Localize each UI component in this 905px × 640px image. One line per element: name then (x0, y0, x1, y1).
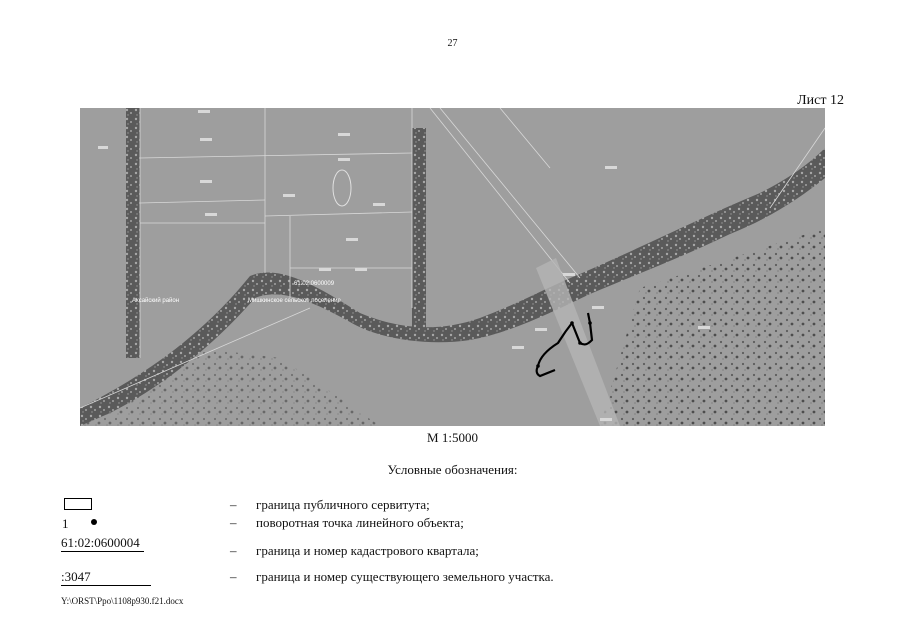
page-number: 27 (447, 38, 458, 49)
legend-separator: – (230, 569, 237, 584)
map-scale: М 1:5000 (427, 430, 478, 445)
legend-text-turning-point: поворотная точка линейного объекта; (256, 515, 464, 530)
legend-separator: – (230, 515, 237, 530)
legend-title: Условные обозначения: (387, 462, 518, 477)
cadastral-map (80, 108, 825, 426)
tree-belt-2 (412, 128, 426, 338)
land-parcel-symbol: :3047 (61, 569, 151, 586)
map-label-settlement: Мишкинское сельское поселение (248, 298, 341, 304)
servitude-boundary-symbol (64, 498, 92, 510)
tree-belt-1 (126, 108, 140, 358)
map-label-district: Аксайский район (132, 298, 180, 304)
map-label-quarter: 61:02:0600009 (294, 281, 335, 287)
file-path: Y:\ORST\Ppo\1108p930.f21.docx (61, 596, 184, 606)
sheet-label: Лист 12 (797, 93, 844, 108)
legend-text-land-parcel: граница и номер существующего земельного участка. (256, 569, 554, 584)
legend-text-cadastral-quarter: граница и номер кадастрового квартала; (256, 543, 479, 558)
legend-separator: – (230, 497, 237, 512)
legend-text-servitude: граница публичного сервитута; (256, 497, 430, 512)
turning-point-symbol-number: 1 (62, 516, 69, 531)
turning-point-symbol-dot (91, 519, 97, 525)
cadastral-quarter-symbol: 61:02:0600004 (61, 535, 144, 552)
legend-separator: – (230, 543, 237, 558)
